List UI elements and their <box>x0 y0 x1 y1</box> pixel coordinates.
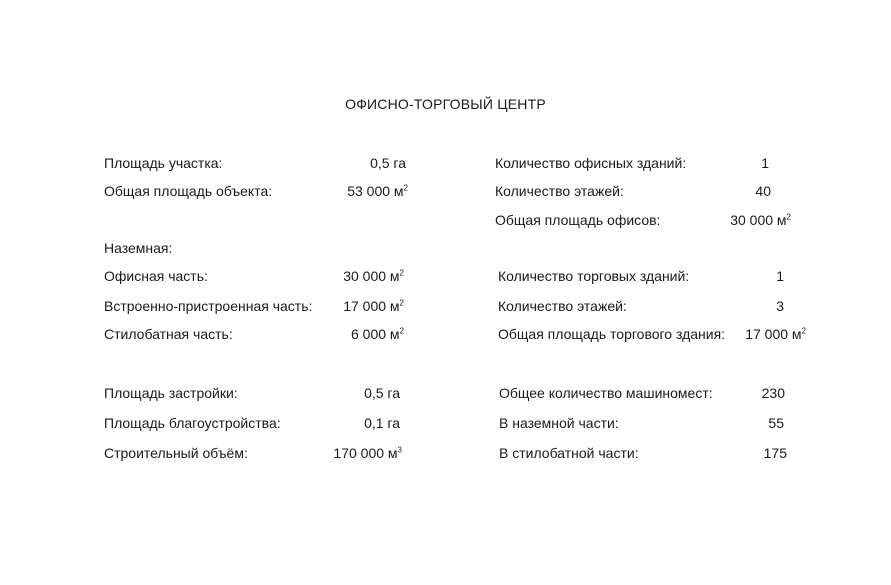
row-landscaping-area <box>104 413 414 433</box>
row-parking-stylobate <box>499 443 799 463</box>
row-office-floors <box>495 181 795 201</box>
row-stylobate-part <box>104 324 414 344</box>
row-value: 0,5 га <box>364 385 400 401</box>
row-value: 1 <box>776 268 784 284</box>
row-value: 1 <box>761 155 769 171</box>
row-label: Общее количество машиномест: <box>499 385 713 401</box>
row-retail-total-area <box>498 324 808 344</box>
row-label: Площадь благоустройства: <box>104 415 281 431</box>
row-value: 175 <box>763 445 787 461</box>
row-parking-ground <box>499 413 799 433</box>
row-label: Площадь застройки: <box>104 385 238 401</box>
row-value: 0,1 га <box>364 415 400 431</box>
row-office-part <box>104 266 414 286</box>
row-label: Количество этажей: <box>495 183 624 199</box>
row-office-buildings-count <box>495 153 795 173</box>
row-label: Количество торговых зданий: <box>498 268 690 284</box>
row-value: 3 <box>776 298 784 314</box>
row-label: Стилобатная часть: <box>104 326 233 342</box>
row-built-in-part <box>104 296 414 316</box>
row-label: В наземной части: <box>499 415 619 431</box>
row-label: Общая площадь офисов: <box>495 212 661 228</box>
row-label: Площадь участка: <box>104 155 223 171</box>
row-value: 40 <box>755 183 771 199</box>
row-value: 55 <box>768 415 784 431</box>
row-label: Количество офисных зданий: <box>495 155 687 171</box>
row-label: Встроенно-пристроенная часть: <box>104 298 313 314</box>
row-retail-floors <box>498 296 808 316</box>
row-value: 17 000 $м^2$ <box>343 298 404 314</box>
row-label: Количество этажей: <box>498 298 627 314</box>
row-label: Строительный объём: <box>104 445 248 461</box>
row-value: 30 000 $м^2$ <box>343 268 404 284</box>
row-total-area <box>104 181 414 201</box>
row-value: 53 000 $м^2$ <box>347 183 408 199</box>
row-parking-total <box>499 383 799 403</box>
row-value: 0,5 га <box>370 155 406 171</box>
row-value: 30 000 $м^2$ <box>730 212 791 228</box>
row-site-area <box>104 153 414 173</box>
row-label: Офисная часть: <box>104 268 208 284</box>
row-label: Общая площадь торгового здания: <box>498 326 726 342</box>
row-label: В стилобатной части: <box>499 445 639 461</box>
row-value: 170 000 $м^3$ <box>333 445 402 461</box>
row-retail-buildings-count <box>498 266 808 286</box>
page-title: ОФИСНО-ТОРГОВЫЙ ЦЕНТР <box>345 96 546 112</box>
row-construction-volume <box>104 443 414 463</box>
row-value: 6 000 $м^2$ <box>350 326 404 342</box>
ground-heading: Наземная: <box>104 240 173 256</box>
row-building-area <box>104 383 414 403</box>
row-office-total-area <box>495 210 795 230</box>
row-value: 230 <box>761 385 785 401</box>
row-label: Общая площадь объекта: <box>104 183 273 199</box>
row-value: 17 000 $м^2$ <box>745 326 806 342</box>
